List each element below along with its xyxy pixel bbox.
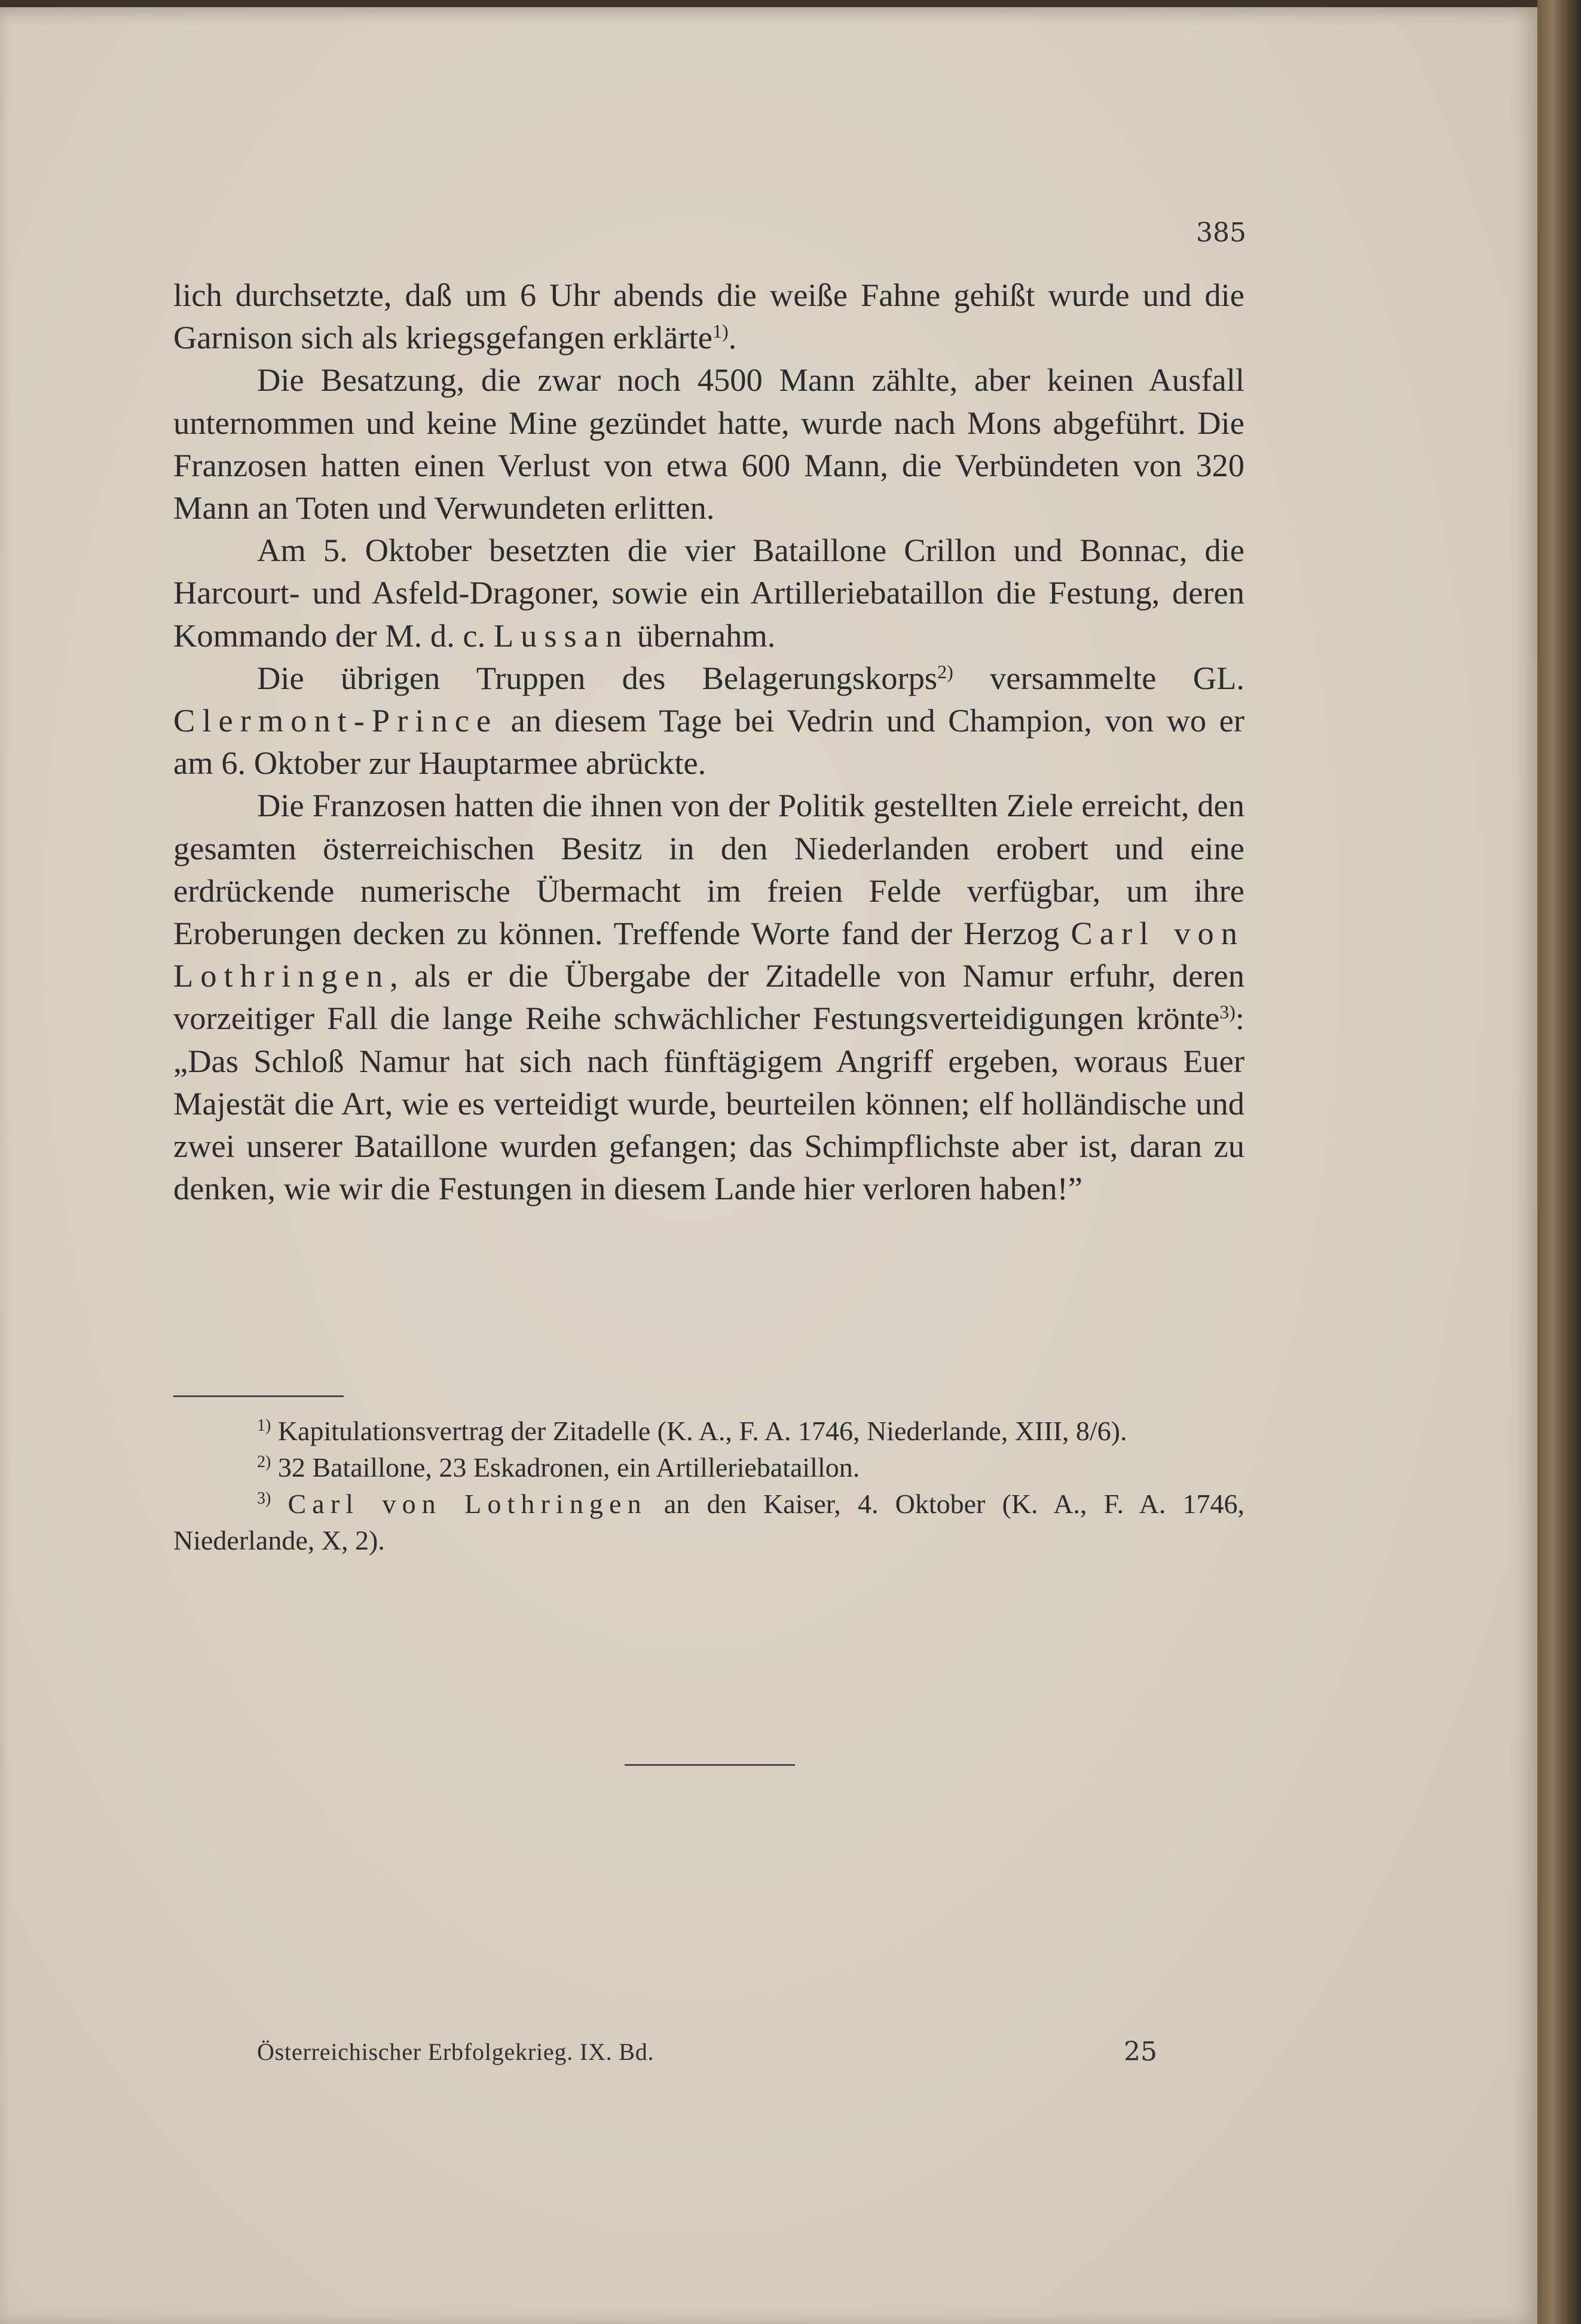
spaced-name-carl: Carl von Lothringen xyxy=(173,915,1244,994)
footnote-ref-2: 2) xyxy=(937,660,953,682)
footnote-ref-1: 1) xyxy=(712,320,729,342)
paragraph-1-text: lich durchsetzte, daß um 6 Uhr abends die weiße Fahne gehißt wurde und die Garnison sich als kriegsgefangen erklärte xyxy=(173,277,1244,356)
footnote-divider xyxy=(173,1395,344,1397)
paragraph-4: Die übrigen Truppen des Belagerungskorps$^{2)}$ versammelte GL. Clermont-Prince an diesem Tage bei Vedrin und Champion, von wo er am 6. Oktober zur Hauptarmee abrückte. xyxy=(173,659,1245,782)
paragraph-5: Die Franzosen hatten die ihnen von der Politik gestellten Ziele erreicht, den gesamten österreichischen Besitz in den Niederlanden erobert und eine erdrückende numerische Übermacht im freien Felde verfügbar, um ihre Eroberungen decken zu können. Treffende Worte fand der Herzog Carl von Lothringen, als er die Übergabe der Zitadelle von Namur erfuhr, deren vorzeitiger Fall die lange Reihe schwächlicher Festungsverteidigungen krönte$^{3)}$: „Das Schloß Namur hat sich nach fünftägigem Angriff ergeben, woraus Euer Majestät die Art, wie es verteidigt wurde, beurteilen können; elf holländische und zwei unserer Bataillone wurden gefangen; das Schimpflichste aber ist, daran zu denken, wie wir die Festungen in diesem Lande hier verloren haben!” xyxy=(173,787,1244,1207)
main-text xyxy=(173,274,1244,1210)
book-page-edge xyxy=(1537,0,1581,2324)
footnote-2: $^{2)}$ 32 Bataillone, 23 Eskadronen, ein Artilleriebataillon. xyxy=(257,1452,860,1483)
printer-signature: Österreichischer Erbfolgekrieg. IX. Bd. xyxy=(257,2038,655,2065)
spaced-name-clermont: Clermont-Prince xyxy=(173,702,499,739)
paragraph-1: lich durchsetzte, daß um 6 Uhr abends die weiße Fahne gehißt wurde und die Garnison sich als kriegsgefangen erklärte$^{1)}$. xyxy=(173,277,1244,356)
spaced-name-lussan: Lussan xyxy=(493,617,629,654)
footnote-1: $^{1)}$ Kapitulationsvertrag der Zitadelle (K. A., F. A. 1746, Niederlande, XIII, 8/6). xyxy=(257,1416,1127,1446)
signature-number: 25 xyxy=(1124,2037,1157,2067)
paragraph-3: Am 5. Oktober besetzten die vier Bataillone Crillon und Bonnac, die Harcourt- und Asfeld-Dragoner, sowie ein Artilleriebataillon die Festung, deren Kommando der M. d. c. Lussan übernahm. xyxy=(173,532,1244,654)
section-end-divider xyxy=(625,1764,795,1766)
paragraph-2: Die Besatzung, die zwar noch 4500 Mann zählte, aber keinen Ausfall unternommen und keine Mine gezündet hatte, wurde nach Mons abgeführt. Die Franzosen hatten einen Verlust von etwa 600 Mann, die Verbündeten von 320 Mann an Toten und Verwundeten erlitten. xyxy=(173,362,1244,526)
page-number: 385 xyxy=(1196,218,1246,248)
footnotes xyxy=(173,1413,1244,1558)
book-page xyxy=(0,7,1537,2324)
footnote-3: $^{3)}$ Carl von Lothringen an den Kaiser, 4. Oktober (K. A., F. A. 1746, Niederlande, X, 2). xyxy=(173,1489,1244,1556)
footnote-ref-3: 3) xyxy=(1219,1001,1236,1023)
